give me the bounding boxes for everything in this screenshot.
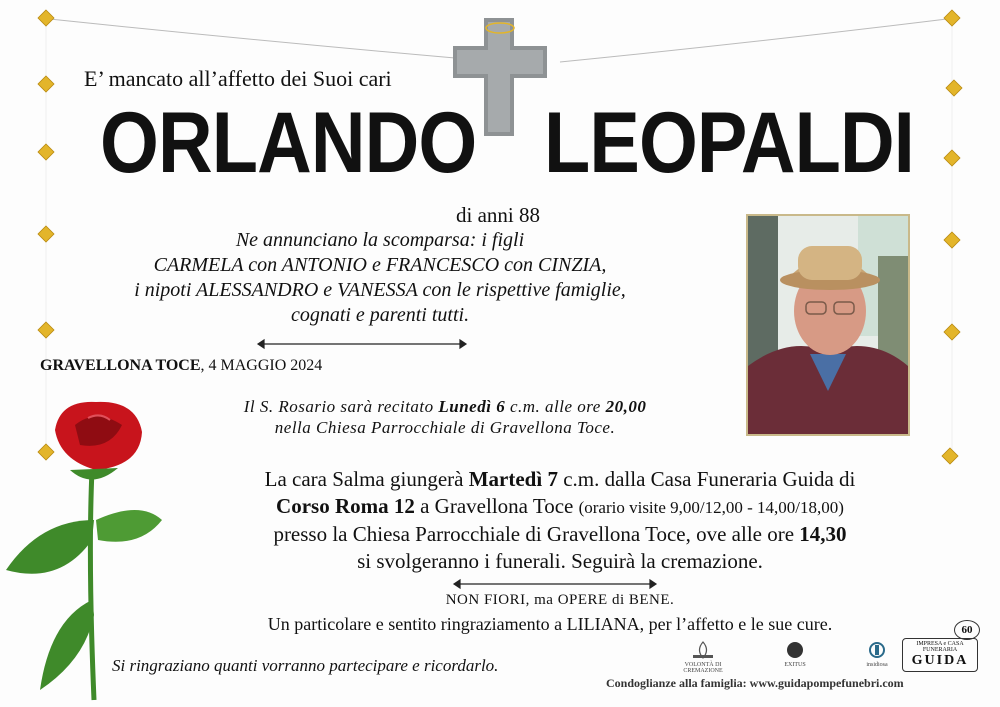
salma-day: Martedì 7 <box>468 467 558 491</box>
gold-diamond-icon <box>944 324 960 340</box>
funeral-time: 14,30 <box>799 522 847 546</box>
condolences-link[interactable]: Condoglianze alla famiglia: www.guidapompefunebri.com <box>606 676 904 690</box>
rosary-place: nella Chiesa Parrocchiale di Gravellona Toce. <box>274 418 616 437</box>
gold-diamond-icon <box>38 144 54 160</box>
special-thanks: Un particolare e sentito ringraziamento a LILIANA, per l’affetto e le sue cure. <box>267 614 833 634</box>
salma-text: a Gravellona Toce <box>414 494 579 518</box>
announce-line: CARMELA con ANTONIO e FRANCESCO con CINZIA, <box>153 254 607 276</box>
guida-logo <box>902 638 978 672</box>
portrait-photo <box>746 214 910 436</box>
intro-text: E’ mancato all’affetto dei Suoi cari <box>84 66 392 91</box>
date: , 4 MAGGIO 2024 <box>200 357 323 374</box>
gold-diamond-icon <box>38 444 54 460</box>
gold-diamond-icon <box>38 76 54 92</box>
place: GRAVELLONA TOCE <box>40 357 201 374</box>
gold-diamond-icon <box>38 226 54 242</box>
salma-text: La cara Salma giungerà <box>264 467 469 491</box>
place-date <box>40 357 322 375</box>
funeral-home-address: Corso Roma 12 <box>276 494 415 518</box>
funeral-details <box>150 466 970 575</box>
closing-text: Si ringraziano quanti vorranno partecipare e ricordarlo. <box>112 656 499 675</box>
rosary-day: Lunedì 6 <box>438 397 506 416</box>
logo-label: insidiosa <box>866 662 888 668</box>
gold-diamond-icon <box>946 80 962 96</box>
no-flowers-note: NON FIORI, ma OPERE di BENE. <box>445 592 675 608</box>
guida-name: GUIDA <box>911 653 969 668</box>
salma-text: si svolgeranno i funerali. Seguirà la cremazione. <box>357 549 763 573</box>
salma-text: c.m. dalla Casa Funeraria Guida di <box>557 467 856 491</box>
gold-diamond-icon <box>944 232 960 248</box>
rosary-time: 20,00 <box>605 397 647 416</box>
visiting-hours: (orario visite 9,00/12,00 - 14,00/18,00) <box>578 498 844 517</box>
first-name: ORLANDO <box>100 95 477 191</box>
gold-diamond-icon <box>942 448 958 464</box>
announcement <box>60 228 700 328</box>
gold-diamond-icon <box>38 322 54 338</box>
announce-line: cognati e parenti tutti. <box>290 304 470 326</box>
salma-text: presso la Chiesa Parrocchiale di Gravellona Toce, ove alle ore <box>273 522 800 546</box>
gold-diamond-icon <box>38 10 54 26</box>
announce-line: i nipoti ALESSANDRO e VANESSA con le rispettive famiglie, <box>134 279 626 301</box>
announce-line: Ne annunciano la scomparsa: i figli <box>235 229 525 251</box>
exitus-logo <box>760 640 830 668</box>
guida-subtitle: IMPRESA e CASA FUNERARIA <box>916 641 964 653</box>
logo-label: EXITUS <box>784 662 806 668</box>
last-name: LEOPALDI <box>544 95 914 191</box>
age-text: di anni 88 <box>456 203 540 227</box>
cremation-logo <box>668 640 738 674</box>
gold-diamond-icon <box>944 150 960 166</box>
rosary-text: c.m. alle ore <box>505 397 606 416</box>
anniversary-badge: 60 <box>954 620 980 640</box>
rosary-text: Il S. Rosario sarà recitato <box>243 397 439 416</box>
rosary-info <box>160 396 730 438</box>
logo-label: VOLONTÀ DI CREMAZIONE <box>683 662 723 674</box>
gold-diamond-icon <box>944 10 960 26</box>
